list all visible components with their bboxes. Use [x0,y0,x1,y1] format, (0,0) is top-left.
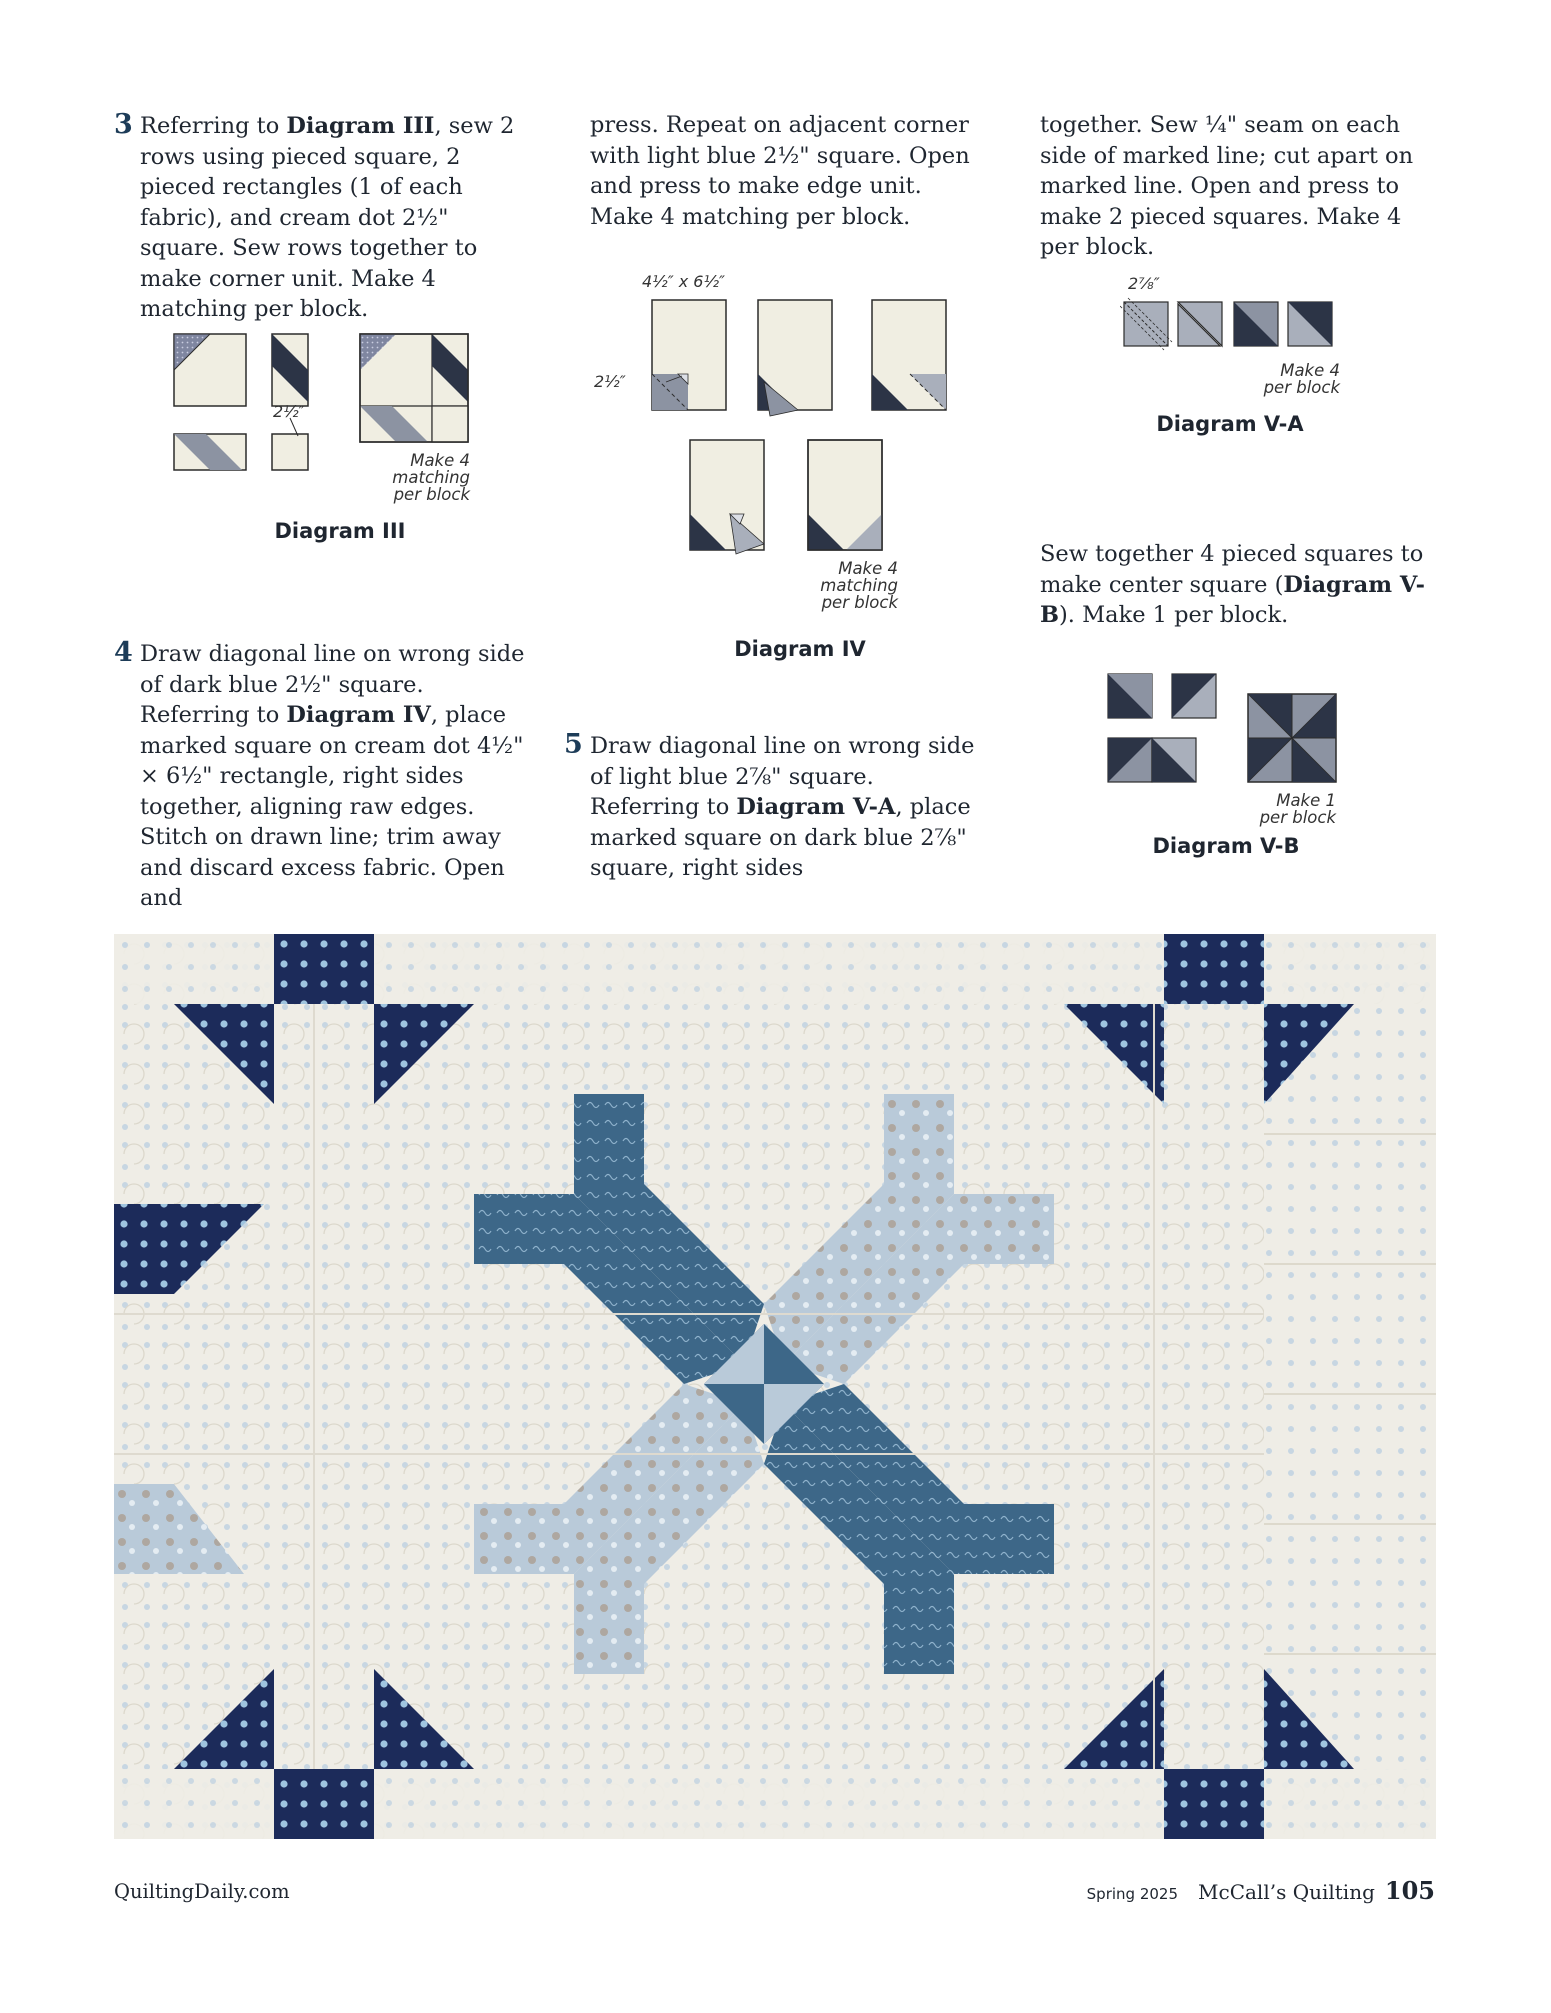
step-4: 4 Draw diagonal line on wrong side of dark blue 2½" square. Referring to Diagram IV, place marked square on cream dot 4½" × 6½" rectangle, right sides together, aligning raw edges. Stitch on drawn line; trim away and discard excess fabric. Open and [114,637,525,911]
diagram-v-b-note: Make 1 per block [1259,791,1336,827]
diagram-iv-rect-dimension: 4½″ x 6½″ [642,272,725,291]
diagram-reference: Diagram III [286,113,435,139]
pieced-rectangle-gray [174,434,246,470]
stitched-corner-light [690,440,764,554]
column-3-mid [1040,539,1440,631]
step-5: 5 Draw diagonal line on wrong side of light blue 2⅞" square. Referring to Diagram V-A, place marked square on dark blue 2⅞" square, right sides [564,729,975,881]
rectangle-with-marked-square [652,300,726,410]
cream-square [272,434,308,470]
diagram-v-a-note: Make 4 per block [1263,361,1340,397]
diagram-iv-caption: Diagram IV [734,637,866,661]
diagram-iii-dimension: 2½″ [273,402,305,421]
edge-unit [808,440,882,550]
diagram-v-b-caption: Diagram V-B [1152,834,1300,858]
step-number: 5 [564,729,583,760]
step-number: 3 [114,109,133,140]
footer-season: Spring 2025 [1086,1885,1179,1903]
diagram-iii-note: Make 4 matching per block [392,451,470,504]
page-number: 105 [1384,1876,1435,1905]
pieced-square [174,334,246,406]
step-3: 3 Referring to Diagram III, sew 2 rows using pieced square, 2 pieced rectangles (1 of each fabric), and cream dot 2½" square. Sew rows together to make corner unit. Make 4 matching per block. [114,109,515,322]
diagram-iv-figure [640,292,960,562]
diagram-reference: Diagram IV [286,702,431,728]
step-4-continued: press. Repeat on adjacent corner with light blue 2½" square. Open and press to make edge unit. Make 4 matching per block. [590,112,970,230]
cut-squares [1178,302,1222,346]
column-1-step-4 [114,638,534,914]
diagram-iii-caption: Diagram III [274,519,406,543]
footer-publication [1087,1876,1435,1905]
step-5-continued: together. Sew ¼" seam on each side of marked line; cut apart on marked line. Open and press to make 2 pieced squares. Make 4 per block. [1040,112,1414,260]
diagram-v-a-figure [1120,296,1340,356]
loose-pieced-squares [1108,674,1216,782]
corner-pressed-dark [872,300,946,410]
column-2 [590,110,990,232]
quilt-block-illustration [114,934,1436,1839]
step-number: 4 [114,637,133,668]
diagram-v-b-figure [1100,670,1340,790]
pieced-square-1 [1234,302,1278,346]
footer-site: QuiltingDaily.com [114,1880,290,1903]
diagram-reference: Diagram V-A [736,794,896,820]
pieced-square-2 [1288,302,1332,346]
diagram-reference: Diagram V-B [1040,571,1425,628]
corner-unit [360,334,468,442]
diagram-iv-square-dimension: 2½″ [594,372,626,391]
diagram-iv-note: Make 4 matching per block [820,559,898,612]
stitched-corner-dark [758,300,832,416]
pieced-rectangle-dark [272,334,308,406]
center-square-instruction: Sew together 4 pieced squares to make center square (Diagram V-B). Make 1 per block. [1040,541,1425,628]
diagram-v-a-caption: Diagram V-A [1156,412,1304,436]
quilt-photo [114,934,1436,1839]
center-square [1248,694,1336,782]
column-3 [1040,110,1440,263]
column-1 [114,110,534,325]
column-2-step-5 [564,730,984,884]
footer-magazine: McCall’s Quilting [1198,1880,1375,1904]
diagram-v-a-dimension: 2⅞″ [1128,274,1160,293]
marked-square-pair [1120,298,1172,350]
